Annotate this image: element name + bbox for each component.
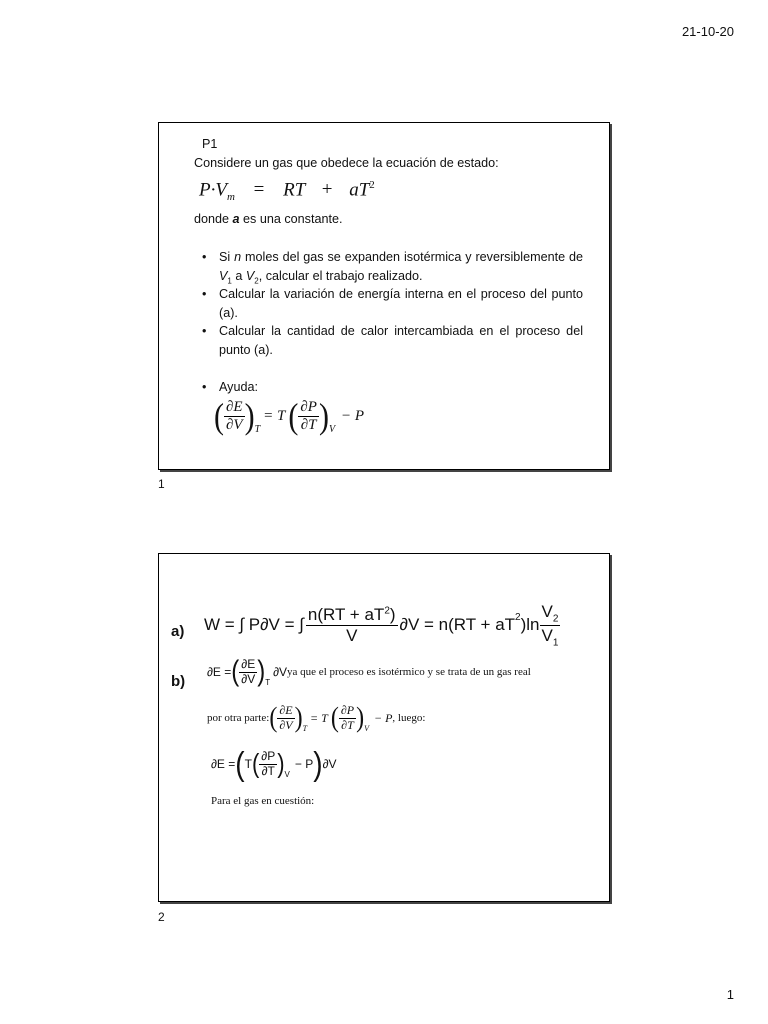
slide-2 [158,553,610,902]
header-date: 21-10-20 [681,24,734,39]
slide-1 [158,122,610,470]
page-number: 1 [726,987,734,1002]
constant-note: donde a es una constante. [194,212,343,226]
bullet-heat: Calcular la cantidad de calor intercambiada en el proceso del punto (a). [219,324,583,357]
energy-derivative-equation: ∂E = ( $\frac{\partial E}{\partial V}$ ) T ∂V ya que el proceso es isotérmico y se trata de un gas real [207,655,531,688]
hint-equation: ( $\frac{\partial E}{\partial V}$ ) T = T ( $\frac{\partial P}{\partial T}$ ) V − P [214,396,365,436]
bullet-hint-label: Ayuda: [219,380,258,394]
state-equation: $P\cdot V_m$ = RT + $aT^2$ [199,179,375,204]
bullet-marker: • [202,324,207,338]
bullet-work: Si n moles del gas se expanden isotérmica y reversiblemente de $V_1$ a $V_2$, calcular el trabajo realizado. [219,250,584,286]
part-a-label: a) [171,623,185,640]
part-b-label: b) [171,673,186,690]
work-equation: W = ∫ P∂V = ∫ $\frac{n(RT + aT^2)}{V}$ ∂V = n(RT + aT $^2$ )ln $\frac{V_2}{V_1}$ [204,602,559,649]
other-part-equation: por otra parte: ( $\frac{\partial E}{\partial V}$ ) T = T ( $\frac{\partial P}{\partial T}$ ) V − P , luego: [207,702,426,734]
energy-result-equation: ∂E = ( T ( $\frac{\partial P}{\partial T}$ ) V − P ) ∂V [211,745,337,783]
closing-text: Para el gas en cuestión: [211,795,315,807]
bullet-marker: • [202,380,207,394]
problem-intro: Considere un gas que obedece la ecuación de estado: [194,156,499,170]
bullet-marker: • [202,287,207,301]
slide-number: 2 [158,910,165,924]
bullet-marker: • [202,250,207,264]
problem-title: P1 [202,137,218,151]
bullet-internal-energy: Calcular la variación de energía interna en el proceso del punto (a). [219,287,583,320]
slide-number: 1 [158,477,165,491]
